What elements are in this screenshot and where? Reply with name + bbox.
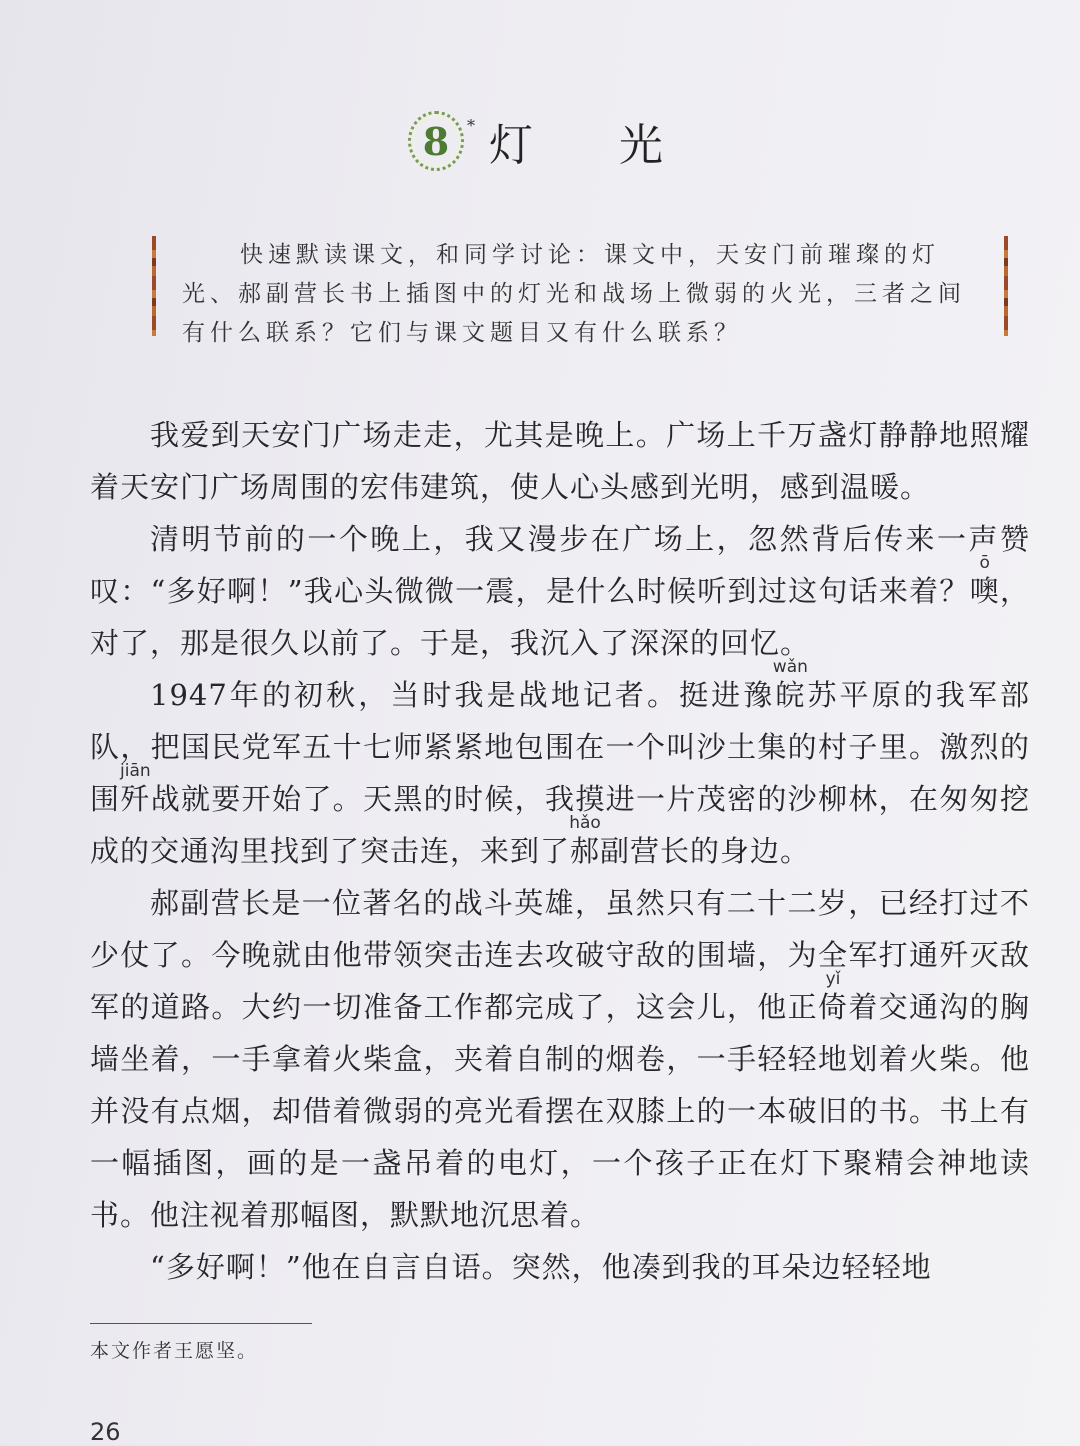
pinyin-o: ō bbox=[979, 553, 990, 573]
prompt-right-bar bbox=[1004, 236, 1008, 336]
paragraph-3 bbox=[90, 657, 1030, 877]
ruby-char-jian: 歼 bbox=[120, 782, 151, 816]
prompt-left-bar bbox=[152, 236, 156, 336]
lesson-header bbox=[408, 108, 699, 174]
self-study-star: * bbox=[467, 115, 475, 135]
pinyin-wan: wǎn bbox=[772, 657, 808, 677]
lesson-title: 灯 光 bbox=[489, 120, 699, 171]
ruby-yi bbox=[817, 969, 848, 1033]
pinyin-hao: hǎo bbox=[569, 813, 601, 833]
paragraph-1: 我爱到天安门广场走走，尤其是晚上。广场上千万盏灯静静地照耀着天安门广场周围的宏伟建筑，使人心头感到光明，感到温暖。 bbox=[90, 418, 1030, 504]
pinyin-yi: yǐ bbox=[825, 969, 841, 989]
ruby-char-o: 噢 bbox=[969, 574, 1000, 608]
paragraph-3-text-d: 副营长的身边。 bbox=[600, 834, 811, 868]
ruby-o bbox=[969, 553, 1000, 617]
paragraph-3-text-b: 苏平原的我军部队，把国民党军五十七师紧紧地包围在一个叫沙土集的村子里。激烈的围 bbox=[90, 678, 1030, 816]
paragraph-5: “多好啊！”他在自言自语。突然，他凑到我的耳朵边轻轻地 bbox=[150, 1250, 932, 1284]
ruby-jian bbox=[120, 761, 151, 825]
ruby-hao bbox=[569, 813, 601, 877]
ruby-char-yi: 倚 bbox=[817, 990, 848, 1024]
lesson-number-badge bbox=[408, 111, 464, 171]
ruby-char-wan: 皖 bbox=[775, 678, 806, 712]
lesson-body bbox=[90, 409, 1030, 1293]
paragraph-2 bbox=[90, 513, 1030, 669]
page-number: 26 bbox=[90, 1418, 121, 1446]
paragraph-4-text-b: 着交通沟的胸墙坐着，一手拿着火柴盒，夹着自制的烟卷，一手轻轻地划着火柴。他并没有点烟，却借着微弱的亮光看摆在双膝上的一本破旧的书。书上有一幅插图，画的是一盏吊着的电灯，一个孩子正在灯下聚精会神地读书。他注视着那幅图，默默地沉思着。 bbox=[90, 990, 1030, 1232]
lesson-number: 8 bbox=[422, 118, 450, 164]
pinyin-jian: jiān bbox=[120, 761, 151, 781]
reading-prompt-box bbox=[152, 236, 1012, 346]
paragraph-4 bbox=[90, 877, 1030, 1241]
paragraph-2-text-a: 清明节前的一个晚上，我又漫步在广场上，忽然背后传来一声赞叹：“多好啊！”我心头微微一震，是什么时候听到过这句话来着？ bbox=[90, 522, 1030, 608]
ruby-wan bbox=[772, 657, 808, 721]
reading-prompt: 快速默读课文，和同学讨论：课文中，天安门前璀璨的灯光、郝副营长书上插图中的灯光和战场上微弱的火光，三者之间有什么联系？它们与课文题目又有什么联系？ bbox=[182, 242, 966, 346]
paragraph-3-text-a: 1947年的初秋，当时我是战地记者。挺进豫 bbox=[150, 678, 776, 712]
ruby-char-hao: 郝 bbox=[570, 834, 601, 868]
paragraph-3-text-c: 战就要开始了。天黑的时候，我摸进一片茂密的沙柳林，在匆匆挖成的交通沟里找到了突击连，来到了 bbox=[90, 782, 1030, 868]
paragraph-2-text-b: ，对了，那是很久以前了。于是，我沉入了深深的回忆。 bbox=[90, 574, 1030, 660]
footnote-divider bbox=[90, 1323, 312, 1324]
paragraph-4-text-a: 郝副营长是一位著名的战斗英雄，虽然只有二十二岁，已经打过不少仗了。今晚就由他带领突击连去攻破守敌的围墙，为全军打通歼灭敌军的道路。大约一切准备工作都完成了，这会儿，他正 bbox=[90, 886, 1030, 1024]
author-footnote: 本文作者王愿坚。 bbox=[90, 1340, 259, 1362]
